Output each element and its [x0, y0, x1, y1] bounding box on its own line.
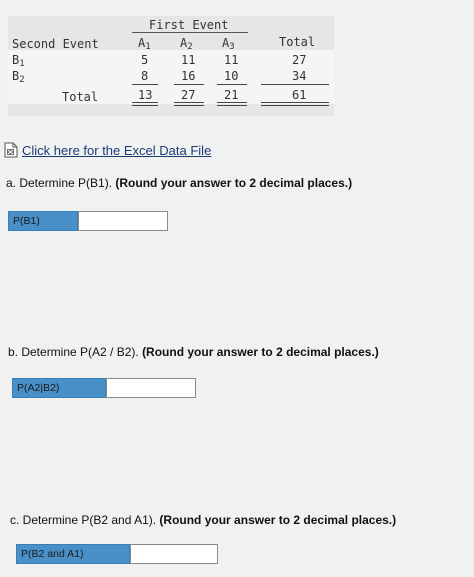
- total-a3: 21: [224, 88, 239, 102]
- double-rule-a2-b: [174, 105, 204, 106]
- double-rule-total: [261, 102, 329, 103]
- double-rule-a3-b: [217, 105, 247, 106]
- answer-label-a: P(B1): [8, 211, 78, 231]
- cell-b2-a1: 8: [141, 69, 149, 83]
- double-rule-a3: [217, 102, 247, 103]
- totals-row-label: Total: [62, 90, 99, 104]
- sum-rule-total: [261, 84, 329, 85]
- cell-b2-total: 34: [292, 69, 307, 83]
- column-header-total: Total: [279, 35, 316, 49]
- question-b-instruction: (Round your answer to 2 decimal places.): [142, 345, 379, 359]
- excel-file-icon: [4, 142, 18, 158]
- double-rule-a2: [174, 102, 204, 103]
- sum-rule-a1: [132, 84, 158, 85]
- question-b-formula: P(A2 / B2).: [80, 345, 143, 359]
- answer-input-a[interactable]: [78, 211, 168, 231]
- excel-data-link[interactable]: [4, 140, 211, 160]
- column-group-rule: [132, 32, 248, 33]
- answer-row-a: [8, 211, 168, 231]
- question-a-formula: P(B1).: [78, 176, 116, 190]
- answer-row-b: [12, 378, 196, 398]
- question-b: [8, 345, 379, 359]
- total-a1: 13: [138, 88, 153, 102]
- answer-label-b: P(A2|B2): [12, 378, 106, 398]
- sum-rule-a2: [174, 84, 204, 85]
- row-header-b2: $B_2$: [12, 69, 25, 85]
- row-group-label: Second Event: [12, 37, 99, 51]
- column-group-label: First Event: [149, 18, 229, 32]
- double-rule-a1-b: [132, 105, 158, 106]
- double-rule-a1: [132, 102, 158, 103]
- column-header-a1: $A_1$: [138, 36, 151, 52]
- answer-label-c: P(B2 and A1): [16, 544, 130, 564]
- total-a2: 27: [181, 88, 196, 102]
- column-header-a3: $A_3$: [222, 36, 235, 52]
- contingency-table: [8, 16, 334, 116]
- answer-row-c: [16, 544, 218, 564]
- question-a: [6, 176, 352, 190]
- grand-total: 61: [292, 88, 307, 102]
- cell-b2-a2: 16: [181, 69, 196, 83]
- cell-b1-a3: 11: [224, 53, 239, 67]
- double-rule-total-b: [261, 105, 329, 106]
- question-c: [10, 513, 396, 527]
- cell-b2-a3: 10: [224, 69, 239, 83]
- excel-link-text: Click here for the Excel Data File: [22, 142, 212, 158]
- question-c-formula: P(B2 and A1).: [81, 513, 160, 527]
- column-header-a2: $A_2$: [180, 36, 193, 52]
- question-a-prefix: a. Determine: [6, 176, 79, 190]
- sum-rule-a3: [217, 84, 247, 85]
- cell-b1-a1: 5: [141, 53, 149, 67]
- question-b-prefix: b. Determine: [8, 345, 81, 359]
- cell-b1-a2: 11: [181, 53, 196, 67]
- answer-input-b[interactable]: [106, 378, 196, 398]
- question-a-instruction: (Round your answer to 2 decimal places.): [115, 176, 353, 190]
- question-c-prefix: c. Determine: [10, 513, 82, 527]
- question-c-instruction: (Round your answer to 2 decimal places.): [159, 513, 397, 527]
- answer-input-c[interactable]: [130, 544, 218, 564]
- row-header-b1: $B_1$: [12, 53, 25, 69]
- cell-b1-total: 27: [292, 53, 307, 67]
